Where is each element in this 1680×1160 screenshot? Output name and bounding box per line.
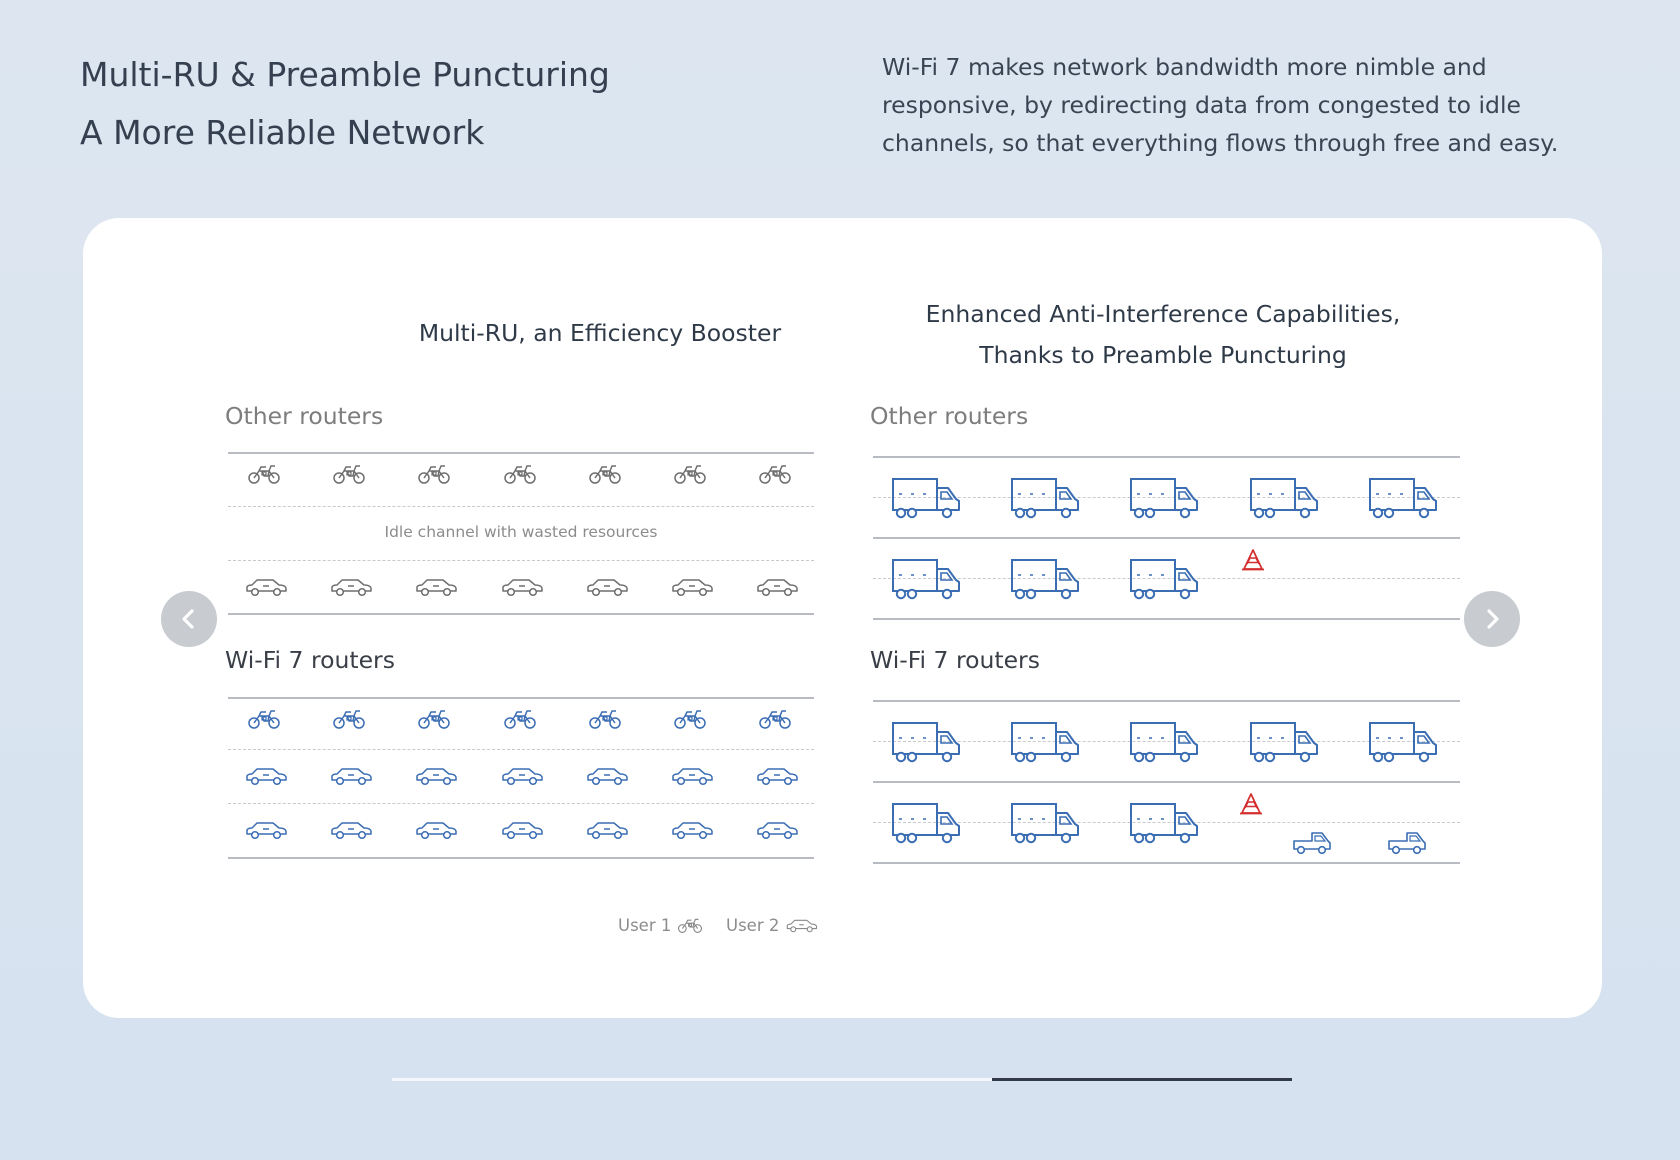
car-icon xyxy=(670,820,714,840)
right-other-routers-label: Other routers xyxy=(870,402,1029,430)
left-panel-title: Multi-RU, an Efficiency Booster xyxy=(418,319,782,347)
truck-icon xyxy=(1249,721,1319,763)
legend-user1-label: User 1 xyxy=(618,916,672,935)
chevron-left-icon xyxy=(177,607,201,631)
car-icon xyxy=(755,577,799,597)
motorcycle-icon xyxy=(503,463,537,485)
motorcycle-icon xyxy=(332,708,366,730)
car-icon xyxy=(500,577,544,597)
divider xyxy=(873,456,1460,458)
truck-icon xyxy=(891,721,961,763)
hero-description: Wi-Fi 7 makes network bandwidth more nimble and responsive, by redirecting data from congested to idle channels, so that everything flows through free and easy. xyxy=(882,53,1559,157)
pickup-truck-icon xyxy=(1292,830,1332,856)
idle-channel-text: Idle channel with wasted resources xyxy=(384,523,658,541)
car-icon xyxy=(244,820,288,840)
truck-icon xyxy=(1010,477,1080,519)
right-panel-title xyxy=(883,294,1443,376)
car-icon xyxy=(329,577,373,597)
car-icon xyxy=(785,918,818,933)
car-icon xyxy=(244,766,288,786)
divider xyxy=(873,781,1460,783)
motorcycle-icon xyxy=(673,708,707,730)
divider xyxy=(228,697,814,699)
right-wifi7-routers-label: Wi-Fi 7 routers xyxy=(870,646,1040,674)
car-icon xyxy=(670,577,714,597)
car-icon xyxy=(585,577,629,597)
truck-icon xyxy=(1129,558,1199,600)
motorcycle-icon xyxy=(247,463,281,485)
car-icon xyxy=(414,766,458,786)
car-icon xyxy=(755,766,799,786)
truck-icon xyxy=(1368,721,1438,763)
divider xyxy=(873,537,1460,539)
motorcycle-icon xyxy=(588,463,622,485)
motorcycle-icon xyxy=(503,708,537,730)
legend-user2-label: User 2 xyxy=(726,916,780,935)
divider xyxy=(228,857,814,859)
car-icon xyxy=(670,766,714,786)
motorcycle-icon xyxy=(673,463,707,485)
car-icon xyxy=(585,766,629,786)
truck-icon xyxy=(1249,477,1319,519)
right-panel-title-line1: Enhanced Anti-Interference Capabilities, xyxy=(925,300,1401,328)
motorcycle-icon xyxy=(417,463,451,485)
lane-divider xyxy=(228,560,814,561)
traffic-cone-icon xyxy=(1239,792,1263,816)
car-icon xyxy=(585,820,629,840)
lane-divider xyxy=(228,749,814,750)
legend-user2 xyxy=(726,916,818,935)
divider xyxy=(873,700,1460,702)
motorcycle-icon xyxy=(588,708,622,730)
motorcycle-icon xyxy=(758,708,792,730)
truck-icon xyxy=(891,477,961,519)
divider xyxy=(228,452,814,454)
chevron-right-icon xyxy=(1480,607,1504,631)
car-icon xyxy=(414,577,458,597)
truck-icon xyxy=(891,558,961,600)
legend-user1 xyxy=(618,916,703,935)
right-panel-title-line2: Thanks to Preamble Puncturing xyxy=(979,341,1347,369)
divider xyxy=(873,862,1460,864)
motorcycle-icon xyxy=(758,463,792,485)
truck-icon xyxy=(1129,721,1199,763)
lane-divider xyxy=(228,803,814,804)
slide-progress-track[interactable] xyxy=(392,1078,1292,1081)
feature-card xyxy=(83,218,1602,1018)
motorcycle-icon xyxy=(247,708,281,730)
truck-icon xyxy=(1010,558,1080,600)
truck-icon xyxy=(1129,477,1199,519)
prev-slide-button[interactable] xyxy=(161,591,217,647)
car-icon xyxy=(500,820,544,840)
car-icon xyxy=(755,820,799,840)
hero-title xyxy=(80,46,610,162)
left-wifi7-routers-label: Wi-Fi 7 routers xyxy=(225,646,395,674)
next-slide-button[interactable] xyxy=(1464,591,1520,647)
car-icon xyxy=(329,766,373,786)
motorcycle-icon xyxy=(332,463,366,485)
truck-icon xyxy=(1010,802,1080,844)
motorcycle-icon xyxy=(677,917,703,934)
divider xyxy=(228,613,814,615)
car-icon xyxy=(500,766,544,786)
divider xyxy=(873,618,1460,620)
truck-icon xyxy=(1368,477,1438,519)
truck-icon xyxy=(891,802,961,844)
car-icon xyxy=(244,577,288,597)
traffic-cone-icon xyxy=(1241,548,1265,572)
hero-title-line2: A More Reliable Network xyxy=(80,113,485,152)
car-icon xyxy=(414,820,458,840)
left-other-routers-label: Other routers xyxy=(225,402,384,430)
car-icon xyxy=(329,820,373,840)
slide-progress-fill xyxy=(992,1078,1292,1081)
motorcycle-icon xyxy=(417,708,451,730)
pickup-truck-icon xyxy=(1387,830,1427,856)
hero-title-line1: Multi-RU & Preamble Puncturing xyxy=(80,55,610,94)
truck-icon xyxy=(1129,802,1199,844)
truck-icon xyxy=(1010,721,1080,763)
lane-divider xyxy=(228,506,814,507)
